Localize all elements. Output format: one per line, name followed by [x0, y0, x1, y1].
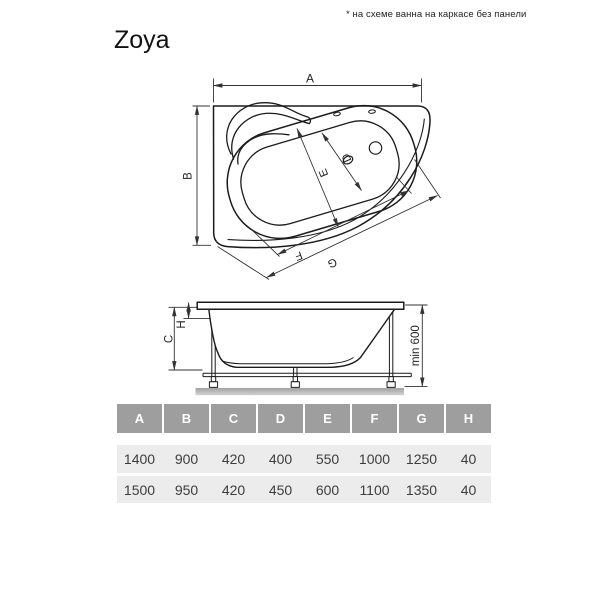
dim-label-c: C [163, 334, 176, 344]
dim-label-d: D [340, 151, 355, 164]
dim-label-g: G [325, 255, 339, 270]
table-cell: 900 [174, 451, 199, 467]
ground-shadow [196, 388, 405, 395]
frame-bottom-rail [203, 373, 411, 376]
table-row [117, 476, 491, 503]
table-cell: 1250 [405, 451, 438, 467]
frame-feet [209, 377, 395, 388]
bathtub-side-view [196, 302, 412, 395]
table-cell: 1000 [358, 451, 391, 467]
dim-label-h: H [175, 320, 188, 329]
table-cell: 550 [315, 451, 340, 467]
table-header-cell: G [399, 404, 444, 433]
table-header-cell: E [305, 404, 350, 433]
page-title: Zoya [114, 26, 170, 54]
table-header-cell: A [117, 404, 162, 433]
tub-rim-board [197, 302, 404, 309]
table-cell: 420 [221, 481, 246, 498]
dim-label-f: F [293, 248, 304, 263]
table-header-cell: B [164, 404, 209, 433]
dim-label-e: E [317, 166, 332, 179]
table-cell: 40 [460, 481, 477, 498]
table-header-cell: F [352, 404, 397, 433]
dim-label-min600: min 600 [410, 325, 422, 367]
dim-label-a: A [305, 71, 315, 86]
table-cell: 40 [460, 451, 477, 467]
table-header-cell: H [446, 404, 491, 433]
table-cell: 950 [174, 481, 199, 498]
table-cell: 600 [315, 481, 340, 498]
table-header-cell: C [211, 404, 256, 433]
dim-label-b: B [182, 172, 195, 180]
table-cell: 450 [268, 481, 293, 498]
table-cell: 1500 [123, 481, 156, 498]
tub-side-outline [209, 309, 395, 367]
table-cell: 420 [221, 451, 246, 467]
table-cell: 1400 [123, 451, 156, 467]
footnote-text: * на схеме ванна на каркасе без панели [346, 9, 527, 20]
dimensions-table [117, 404, 491, 503]
table-cell: 1350 [405, 481, 438, 498]
table-cell: 1100 [359, 481, 390, 498]
table-header-row [117, 404, 491, 433]
table-header-cell: D [258, 404, 303, 433]
table-row [117, 445, 491, 473]
table-cell: 400 [268, 451, 293, 467]
